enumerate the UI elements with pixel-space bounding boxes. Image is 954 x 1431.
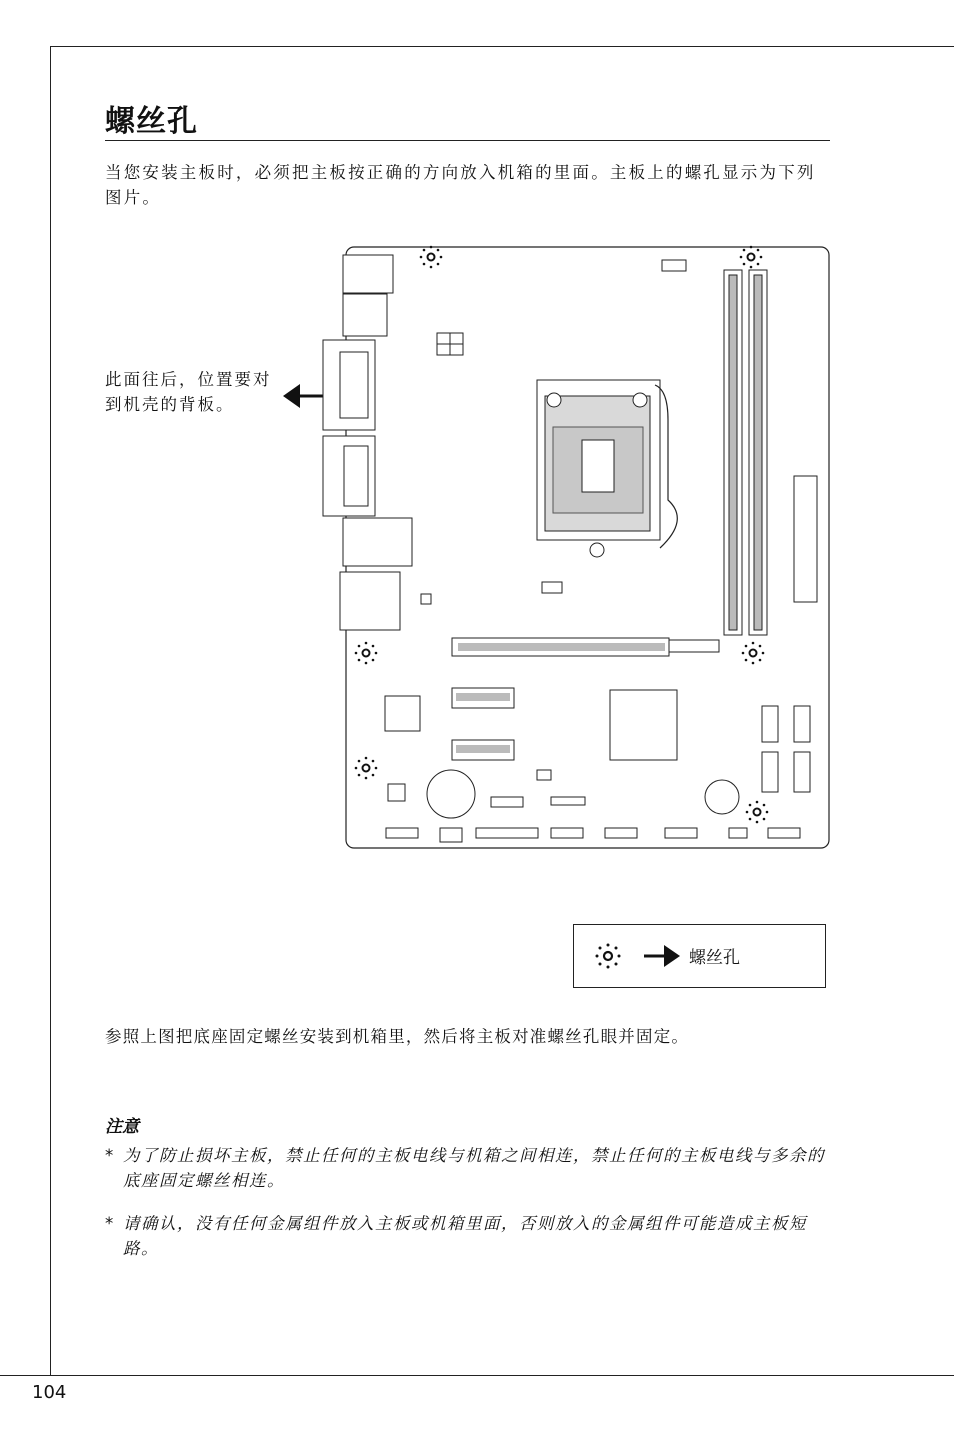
legend-box [573,924,826,988]
fan-header [662,260,686,271]
back-panel-note: 此面往后，位置要对到机壳的背板。 [105,370,272,414]
sata-connectors [762,706,810,792]
page-frame-bottom [0,1375,954,1376]
buzzer [705,780,739,814]
chipset [610,690,677,760]
screw-hole-icon [740,246,763,269]
install-instructions: 参照上图把底座固定螺丝安装到机箱里，然后将主板对准螺丝孔眼并固定。 [105,1027,690,1046]
screw-hole-icon [420,246,443,269]
title-divider [105,140,830,141]
io-chip [385,696,420,731]
cmos-battery [427,770,475,818]
page-frame-top [50,46,954,47]
note-item [105,1143,835,1193]
dimm-slots [724,270,767,635]
note-heading: 注意 [105,1117,139,1137]
motherboard-diagram [280,240,840,860]
screw-hole-icon [746,801,769,824]
cpu-socket [537,380,677,557]
intro-paragraph: 当您安装主板时，必须把主板按正确的方向放入机箱的里面。主板上的螺孔显示为下列图片。 [105,163,816,207]
arrow-right-icon [644,945,680,967]
screw-hole-icon [355,642,378,665]
page-frame-left [50,46,51,1376]
screw-hole-icon [596,944,621,969]
page-number: 104 [32,1382,67,1403]
note-text: 为了防止损坏主板，禁止任何的主板电线与机箱之间相连，禁止任何的主板电线与多余的底座固定螺丝相连。 [123,1146,825,1190]
rear-io [323,255,412,630]
legend-label: 螺丝孔 [689,948,740,968]
screw-hole-icon [742,642,765,665]
page-title: 螺丝孔 [105,104,198,139]
note-item [105,1211,835,1261]
fan-header [542,582,562,593]
atx-24pin-connector [794,476,817,602]
note-text: 请确认，没有任何金属组件放入主板或机箱里面，否则放入的金属组件可能造成主板短路。 [123,1214,807,1258]
legend-graphic [574,925,684,987]
pcie-x16-slot [452,638,719,656]
note-bullet: * [105,1214,115,1233]
note-bullet: * [105,1146,115,1165]
screw-hole-icon [355,757,378,780]
